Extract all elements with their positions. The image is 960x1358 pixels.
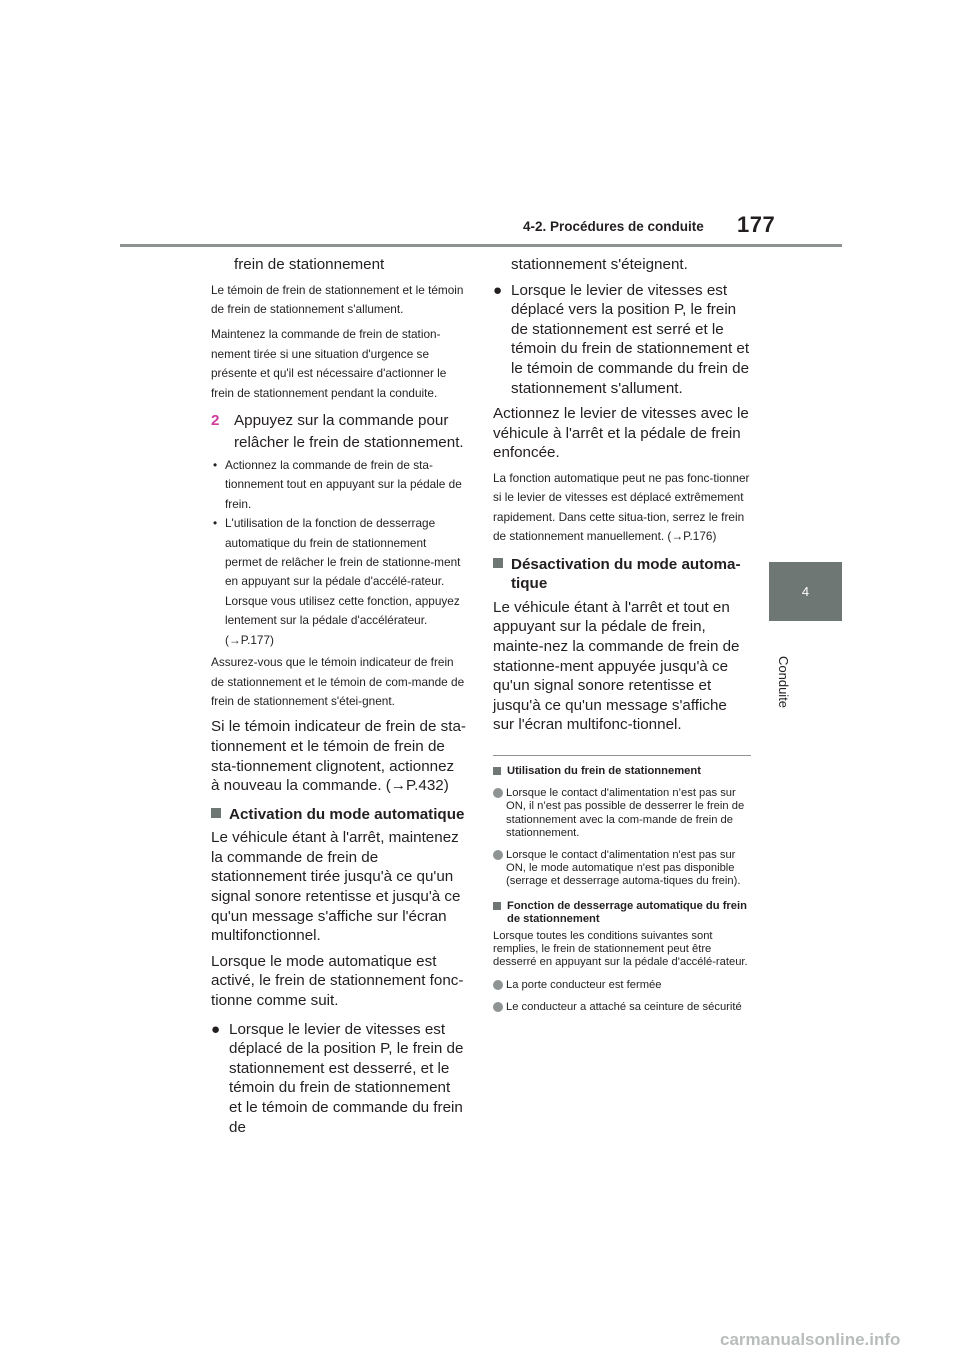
paragraph: Le témoin de frein de stationnement et le témoin de frein de stationnement s'allument. xyxy=(211,282,464,316)
square-bullet-icon xyxy=(493,767,501,775)
bullet-dot-icon xyxy=(493,850,503,860)
note-item: La porte conducteur est fermée xyxy=(493,979,751,992)
paragraph: Maintenez la commande de frein de station-nement tirée si une situation d'urgence se présente et qu'il est nécessaire d'actionner le frein de stationnement pendant la conduite. xyxy=(211,327,447,400)
note-paragraph: Lorsque toutes les conditions suivantes sont remplies, le frein de stationnement peut être desserré en appuyant sur la pédale d'accélé-rateur. xyxy=(493,929,748,969)
paragraph: Le véhicule étant à l'arrêt et tout en appuyant sur la pédale de frein, mainte-nez la commande de frein de stationne-ment appuyée jusqu'à ce qu'un signal sonore retentisse et jusqu'à ce qu'un message s'affiche sur l'écran multifonc-tionnel. xyxy=(493,598,740,734)
right-column xyxy=(493,252,751,1014)
page-number: 177 xyxy=(737,212,776,237)
bullet-dot-icon: ● xyxy=(211,1020,221,1038)
step-2 xyxy=(211,410,466,453)
bullet-dot-icon xyxy=(493,1002,503,1012)
bullet-dot-icon xyxy=(493,788,503,798)
paragraph: Actionnez le levier de vitesses avec le véhicule à l'arrêt et la pédale de frein enfoncée. xyxy=(493,405,749,462)
continued-line: stationnement s'éteignent. xyxy=(511,256,688,273)
note-heading: Fonction de desserrage automatique du frein de stationnement xyxy=(493,900,751,926)
continued-line: frein de stationnement xyxy=(234,256,385,273)
paragraph: Le véhicule étant à l'arrêt, maintenez la commande de frein de stationnement tirée jusqu'à ce qu'un signal sonore retentisse et jusqu'à ce qu'un message s'affiche sur l'écran multifonctionnel. xyxy=(211,829,461,945)
paragraph: La fonction automatique peut ne pas fonc-tionner si le levier de vitesses est déplacé extrêmement rapidement. Dans cette situa-tion, serrez le frein de stationnement manuellement. (→P.176) xyxy=(493,470,750,544)
step-number: 2 xyxy=(211,412,220,430)
square-bullet-icon xyxy=(493,558,503,568)
square-bullet-icon xyxy=(211,808,221,818)
bullet-dot-icon: ● xyxy=(493,281,503,299)
section-title: 4-2. Procédures de conduite xyxy=(523,219,704,234)
list-item: ● Lorsque le levier de vitesses est déplacé vers la position P, le frein de stationnement est serré et le témoin du frein de stationnement et le témoin de commande du frein de stationnement s'allument. xyxy=(493,281,750,397)
note-item: Lorsque le contact d'alimentation n’est pas sur ON, il n’est pas possible de desserrer le frein de stationnement avec la com-mande de frein de stationnement. xyxy=(493,787,751,840)
list-item: • Actionnez la commande de frein de sta-tionnement tout en appuyant sur la pédale de frein. xyxy=(213,458,462,511)
section-heading: Désactivation du mode automa-tique xyxy=(493,555,751,594)
note-heading: Utilisation du frein de stationnement xyxy=(493,765,751,778)
note-item: Le conducteur a attaché sa ceinture de sécurité xyxy=(493,1001,751,1014)
list-item: • L'utilisation de la fonction de desserrage automatique du frein de stationnement permet de relâcher le frein de stationne-ment en appuyant sur la pédale d'accélé-rateur. Lorsque vous utilisez cette fonction, appuyez lentement sur la pédale d'accélérateur. (→P.177) xyxy=(213,516,461,647)
divider xyxy=(493,755,751,756)
list-item: ● Lorsque le levier de vitesses est déplacé de la position P, le frein de stationnement est desserré, et le témoin du frein de stationnement et le témoin de commande du frein de xyxy=(211,1020,464,1136)
watermark: carmanualsonline.info xyxy=(720,1330,901,1349)
note-item: Lorsque le contact d'alimentation n'est pas sur ON, le mode automatique n'est pas disponible (serrage et desserrage automa-tiques du frein). xyxy=(493,849,751,889)
header-rule xyxy=(120,244,842,247)
paragraph: Lorsque le mode automatique est activé, le frein de stationnement fonc-tionne comme suit. xyxy=(211,952,464,1010)
step-text: Appuyez sur la commande pour relâcher le frein de stationnement. xyxy=(234,412,464,451)
section-heading: Activation du mode automatique xyxy=(211,805,466,825)
paragraph: Assurez-vous que le témoin indicateur de frein de stationnement et le témoin de com-mande de frein de stationnement s'étei-gnent. xyxy=(211,655,465,708)
paragraph: Si le témoin indicateur de frein de sta-tionnement et le témoin de frein de sta-tionnement clignotent, actionnez à nouveau la commande. (→P.432) xyxy=(211,718,466,795)
square-bullet-icon xyxy=(493,902,501,910)
bullet-dot-icon xyxy=(493,980,503,990)
page-header xyxy=(0,0,960,250)
chapter-tab[interactable]: 4 xyxy=(769,562,842,621)
left-column xyxy=(211,252,466,1137)
chapter-tab-label: Conduite xyxy=(776,656,791,709)
